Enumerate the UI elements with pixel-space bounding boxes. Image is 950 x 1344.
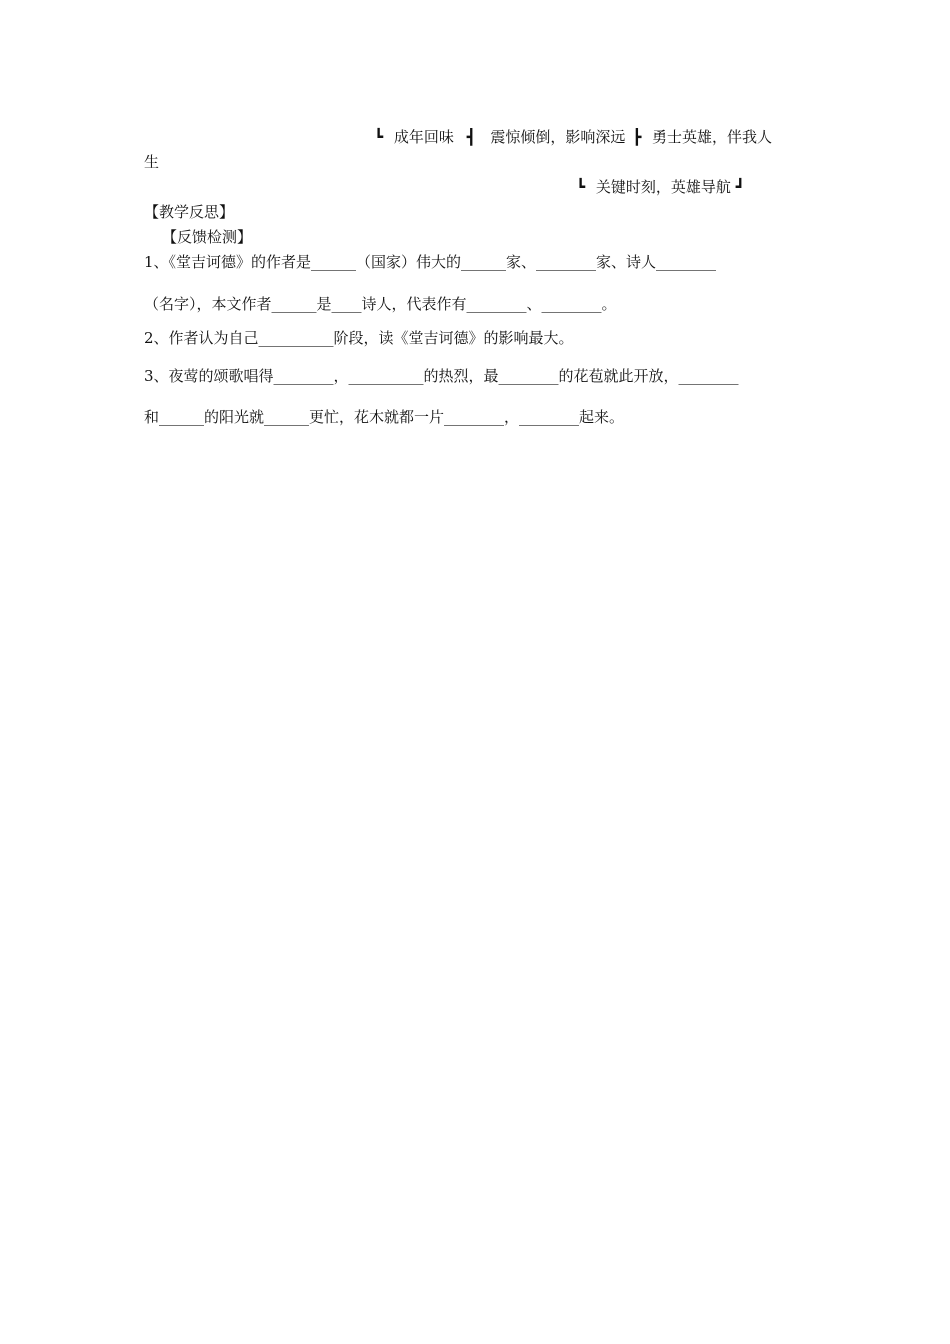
outline-label-shock: 震惊倾倒，影响深远 — [490, 128, 626, 146]
outline-row-2 — [576, 177, 745, 197]
bracket-bottom-right: ┛ — [735, 178, 745, 196]
outline-row-1-wrap: 生 — [144, 153, 160, 171]
bracket-right-tee: ┫ — [466, 128, 476, 146]
bracket-bottom-left: ┗ — [374, 128, 384, 146]
question-3-line-1: 3、夜莺的颂歌唱得________，__________的热烈，最________的花苞就此开放，________ — [144, 367, 739, 385]
bracket-left-tee: ┣ — [632, 128, 642, 146]
outline-label-adult: 成年回味 — [393, 128, 454, 146]
question-3-line-2: 和______的阳光就______更忙，花木就都一片________，________起来。 — [144, 408, 625, 426]
section-feedback-title: 【反馈检测】 — [162, 228, 253, 246]
section-reflection-title: 【教学反思】 — [144, 203, 235, 221]
outline-label-guide: 关键时刻，英雄导航 — [595, 178, 731, 196]
outline-label-hero: 勇士英雄，伴我人 — [652, 128, 773, 146]
question-2: 2、作者认为自己__________阶段，读《堂吉诃德》的影响最大。 — [144, 329, 574, 347]
question-1-line-1: 1、《堂吉诃德》的作者是______（国家）伟大的______家、________家、诗人________ — [144, 253, 717, 271]
outline-row-1 — [374, 127, 772, 147]
bracket-bottom-left-2: ┗ — [576, 178, 586, 196]
question-1-line-2: （名字），本文作者______是____诗人，代表作有________、________。 — [144, 295, 617, 313]
